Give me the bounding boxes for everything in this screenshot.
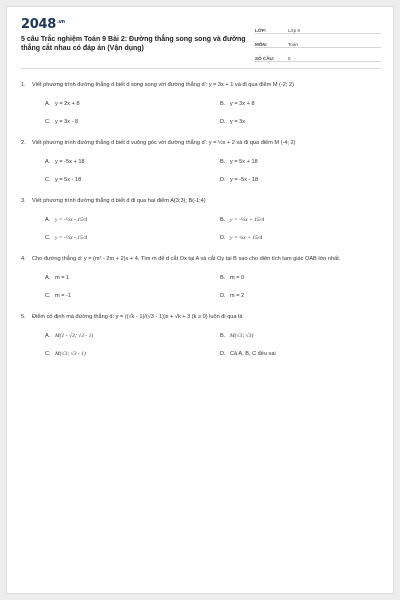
meta-info-box: [255, 21, 381, 63]
option-text: m = -1: [55, 293, 72, 299]
question-stem: [21, 139, 381, 148]
worksheet-page: [6, 6, 394, 594]
answer-options: [21, 274, 381, 301]
option-letter: B.: [220, 275, 226, 281]
question-text: Viết phương trình đường thẳng d biết d song song với đường thẳng d': y = 3x + 1 và đi qua điểm M (-2; 2): [32, 82, 294, 88]
logo-main-text: 2048: [21, 17, 56, 32]
option-letter: C.: [45, 177, 51, 183]
answer-option-d[interactable]: [220, 234, 395, 243]
option-text: y = 5x + 18: [230, 159, 258, 165]
question-1: [21, 81, 381, 127]
option-text: y = 5x - 18: [55, 177, 82, 183]
answer-options: [21, 216, 381, 243]
answer-option-c[interactable]: [45, 118, 220, 127]
logo-suffix-text: .vn: [56, 18, 65, 25]
question-4: [21, 255, 381, 301]
option-text: m = 2: [230, 293, 245, 299]
meta-value: 5: [288, 56, 291, 61]
answer-option-d[interactable]: [220, 350, 395, 359]
option-letter: C.: [45, 235, 51, 241]
question-5: [21, 313, 381, 359]
question-stem: [21, 313, 381, 322]
option-text: m = 0: [230, 275, 245, 281]
answer-option-d[interactable]: [220, 176, 395, 185]
option-text: m = 1: [55, 275, 70, 281]
option-letter: B.: [220, 333, 226, 339]
meta-row-count: [255, 49, 381, 62]
option-letter: A.: [45, 275, 51, 281]
option-text: y = -¼x + 15/4: [230, 217, 265, 223]
question-list: [21, 81, 381, 371]
meta-row-subject: [255, 35, 381, 48]
option-letter: A.: [45, 101, 51, 107]
answer-option-d[interactable]: [220, 292, 395, 301]
answer-option-a[interactable]: [45, 274, 220, 283]
option-text: y = 3x + 8: [230, 101, 255, 107]
option-text: Cả A, B, C đều sai: [230, 351, 276, 357]
option-letter: D.: [220, 293, 226, 299]
option-letter: D.: [220, 351, 226, 357]
option-letter: D.: [220, 177, 226, 183]
header-divider: [21, 68, 381, 69]
meta-row-class: [255, 21, 381, 34]
option-text: y = -¼x - 15/4: [55, 217, 88, 223]
question-text: Điểm cố định mà đường thẳng d: y = ((√k - 1)/(√3 - 1))x + √k + 3 (k ≥ 0) luôn đi qua là: [32, 314, 243, 320]
meta-label: MÔN:: [255, 42, 268, 47]
option-text: M(√3; √3): [230, 333, 254, 339]
option-text: y = -¼x - 15/4: [55, 235, 88, 241]
option-letter: B.: [220, 159, 226, 165]
answer-option-b[interactable]: [220, 216, 395, 225]
option-text: M(1 - √3; √3 - 1): [55, 333, 94, 339]
question-stem: [21, 197, 381, 206]
option-text: y = 3x: [230, 119, 246, 125]
answer-option-a[interactable]: [45, 100, 220, 109]
option-letter: A.: [45, 333, 51, 339]
answer-option-b[interactable]: [220, 274, 395, 283]
meta-value: Toán: [288, 42, 298, 47]
meta-label: LỚP:: [255, 28, 267, 33]
answer-option-a[interactable]: [45, 216, 220, 225]
question-number: 4.: [21, 256, 26, 262]
question-number: 5.: [21, 314, 26, 320]
answer-option-a[interactable]: [45, 332, 220, 341]
option-text: y = -5x + 18: [55, 159, 85, 165]
option-text: y = -5x - 18: [230, 177, 259, 183]
question-number: 3.: [21, 198, 26, 204]
option-letter: C.: [45, 293, 51, 299]
meta-value: Lớp 9: [288, 28, 300, 33]
answer-options: [21, 332, 381, 359]
document-title: 5 câu Trắc nghiệm Toán 9 Bài 2: Đường thẳng song song và đường thẳng cắt nhau có đáp án (Vận dụng): [21, 36, 246, 52]
question-2: [21, 139, 381, 185]
answer-option-d[interactable]: [220, 118, 395, 127]
option-text: y = 3x - 8: [55, 119, 79, 125]
question-3: [21, 197, 381, 243]
option-letter: B.: [220, 217, 226, 223]
question-text: Viết phương trình đường thẳng d biết d đi qua hai điểm A(3;3); B(-1;4): [32, 198, 206, 204]
option-letter: B.: [220, 101, 226, 107]
question-text: Cho đường thẳng d: y = (m² - 2m + 2)x + 4. Tìm m để d cắt Ox tại A và cắt Oy tại B sao cho diện tích tam giác OAB lớn nhất.: [32, 256, 341, 262]
answer-option-b[interactable]: [220, 100, 395, 109]
question-number: 2.: [21, 140, 26, 146]
answer-option-b[interactable]: [220, 332, 395, 341]
answer-option-c[interactable]: [45, 176, 220, 185]
answer-options: [21, 158, 381, 185]
meta-label: SỐ CÂU:: [255, 56, 275, 61]
option-letter: C.: [45, 119, 51, 125]
answer-option-b[interactable]: [220, 158, 395, 167]
option-letter: A.: [45, 159, 51, 165]
option-text: y = ¼x + 15/4: [230, 235, 263, 241]
question-text: Viết phương trình đường thẳng d biết d vuông góc với đường thẳng d': y = ½x + 2 và đi qua điểm M (-4; 2): [32, 140, 296, 146]
option-text: M(√3; √3 - 1): [55, 351, 86, 357]
answer-option-c[interactable]: [45, 292, 220, 301]
question-stem: [21, 81, 381, 90]
option-text: y = 2x + 8: [55, 101, 80, 107]
option-letter: C.: [45, 351, 51, 357]
answer-option-c[interactable]: [45, 234, 220, 243]
answer-options: [21, 100, 381, 127]
site-logo[interactable]: [21, 17, 65, 32]
question-number: 1.: [21, 82, 26, 88]
question-stem: [21, 255, 381, 264]
option-letter: A.: [45, 217, 51, 223]
option-letter: D.: [220, 235, 226, 241]
option-letter: D.: [220, 119, 226, 125]
answer-option-a[interactable]: [45, 158, 220, 167]
answer-option-c[interactable]: [45, 350, 220, 359]
